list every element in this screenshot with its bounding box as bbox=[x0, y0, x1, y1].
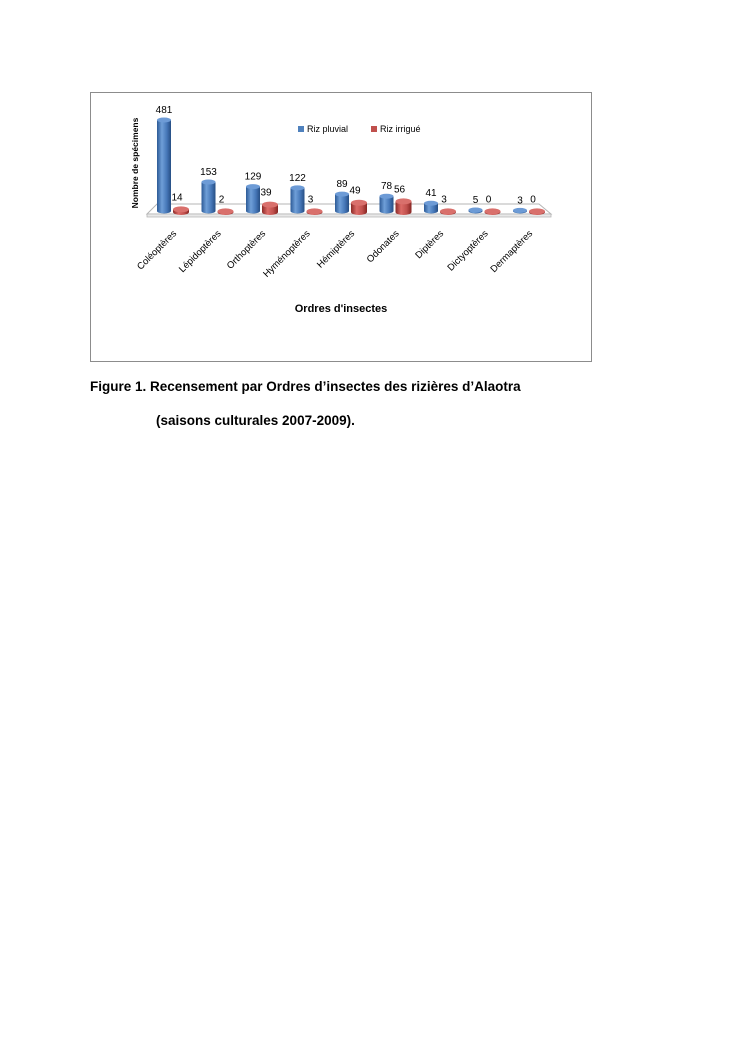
data-label-riz-irrigue: 2 bbox=[218, 194, 225, 206]
bar-riz-pluvial bbox=[246, 184, 260, 213]
bar-riz-irrigue bbox=[307, 208, 323, 215]
data-label-riz-pluvial: 129 bbox=[244, 171, 262, 183]
bar-riz-irrigue bbox=[351, 200, 367, 215]
data-label-riz-pluvial: 122 bbox=[289, 172, 306, 184]
bar-riz-pluvial bbox=[202, 180, 216, 214]
data-label-riz-irrigue: 0 bbox=[485, 194, 492, 206]
figure-caption-line-2: (saisons culturales 2007-2009). bbox=[156, 413, 355, 428]
bar-riz-irrigue bbox=[218, 208, 234, 215]
data-label-riz-irrigue: 3 bbox=[441, 194, 447, 206]
bar-riz-irrigue bbox=[173, 206, 189, 215]
data-label-riz-pluvial: 78 bbox=[380, 181, 393, 193]
data-label-riz-pluvial: 5 bbox=[472, 195, 479, 207]
bar-riz-pluvial bbox=[335, 192, 349, 214]
insect-orders-bar-chart bbox=[91, 93, 593, 363]
data-label-riz-irrigue: 0 bbox=[530, 194, 536, 206]
category-tick-label: Orthoptères bbox=[224, 228, 269, 272]
figure-caption-line-1: Figure 1. Recensement par Ordres d’insectes des rizières d’Alaotra bbox=[90, 379, 521, 394]
data-label-riz-irrigue: 14 bbox=[171, 192, 183, 204]
legend-label: Riz pluvial bbox=[307, 124, 349, 134]
data-label-riz-pluvial: 481 bbox=[155, 105, 173, 116]
chart-frame bbox=[90, 92, 592, 362]
bar-riz-pluvial bbox=[291, 185, 305, 213]
bar-riz-irrigue bbox=[485, 208, 501, 215]
category-tick-label: Coléoptères bbox=[135, 228, 180, 273]
x-axis-title: Ordres d'insectes bbox=[294, 303, 388, 315]
bar-riz-pluvial bbox=[424, 201, 438, 214]
category-tick-label: Odonates bbox=[364, 228, 402, 266]
bar-riz-irrigue bbox=[396, 198, 412, 215]
legend-item-riz-irrigue bbox=[371, 124, 421, 134]
legend-label: Riz irrigué bbox=[380, 124, 421, 134]
legend-swatch bbox=[371, 126, 377, 132]
y-axis-title: Nombre de spécimens bbox=[130, 117, 140, 209]
data-label-riz-pluvial: 41 bbox=[425, 188, 437, 200]
data-label-riz-pluvial: 89 bbox=[336, 179, 348, 191]
category-tick-label: Dictyoptères bbox=[445, 228, 491, 274]
bar-riz-pluvial bbox=[513, 208, 527, 214]
category-tick-label: Hémiptères bbox=[314, 228, 358, 271]
data-label-riz-pluvial: 3 bbox=[517, 195, 523, 207]
category-tick-label: Diptères bbox=[413, 228, 447, 262]
data-label-riz-irrigue: 3 bbox=[307, 194, 314, 206]
data-label-riz-irrigue: 39 bbox=[260, 187, 272, 199]
category-tick-label: Lépidoptères bbox=[176, 228, 224, 275]
bar-riz-pluvial bbox=[469, 208, 483, 214]
category-tick-label: Dermaptères bbox=[488, 228, 536, 275]
legend-item-riz-pluvial bbox=[298, 124, 348, 134]
bar-riz-pluvial bbox=[380, 194, 394, 214]
bar-riz-irrigue bbox=[262, 202, 278, 215]
data-label-riz-irrigue: 49 bbox=[349, 185, 361, 197]
bar-riz-irrigue bbox=[529, 208, 545, 215]
data-label-riz-pluvial: 153 bbox=[200, 167, 217, 179]
bar-riz-pluvial bbox=[157, 118, 171, 214]
legend-swatch bbox=[298, 126, 304, 132]
bar-riz-irrigue bbox=[440, 208, 456, 215]
category-tick-label: Hyménoptères bbox=[261, 228, 313, 280]
data-label-riz-irrigue: 56 bbox=[393, 184, 406, 196]
